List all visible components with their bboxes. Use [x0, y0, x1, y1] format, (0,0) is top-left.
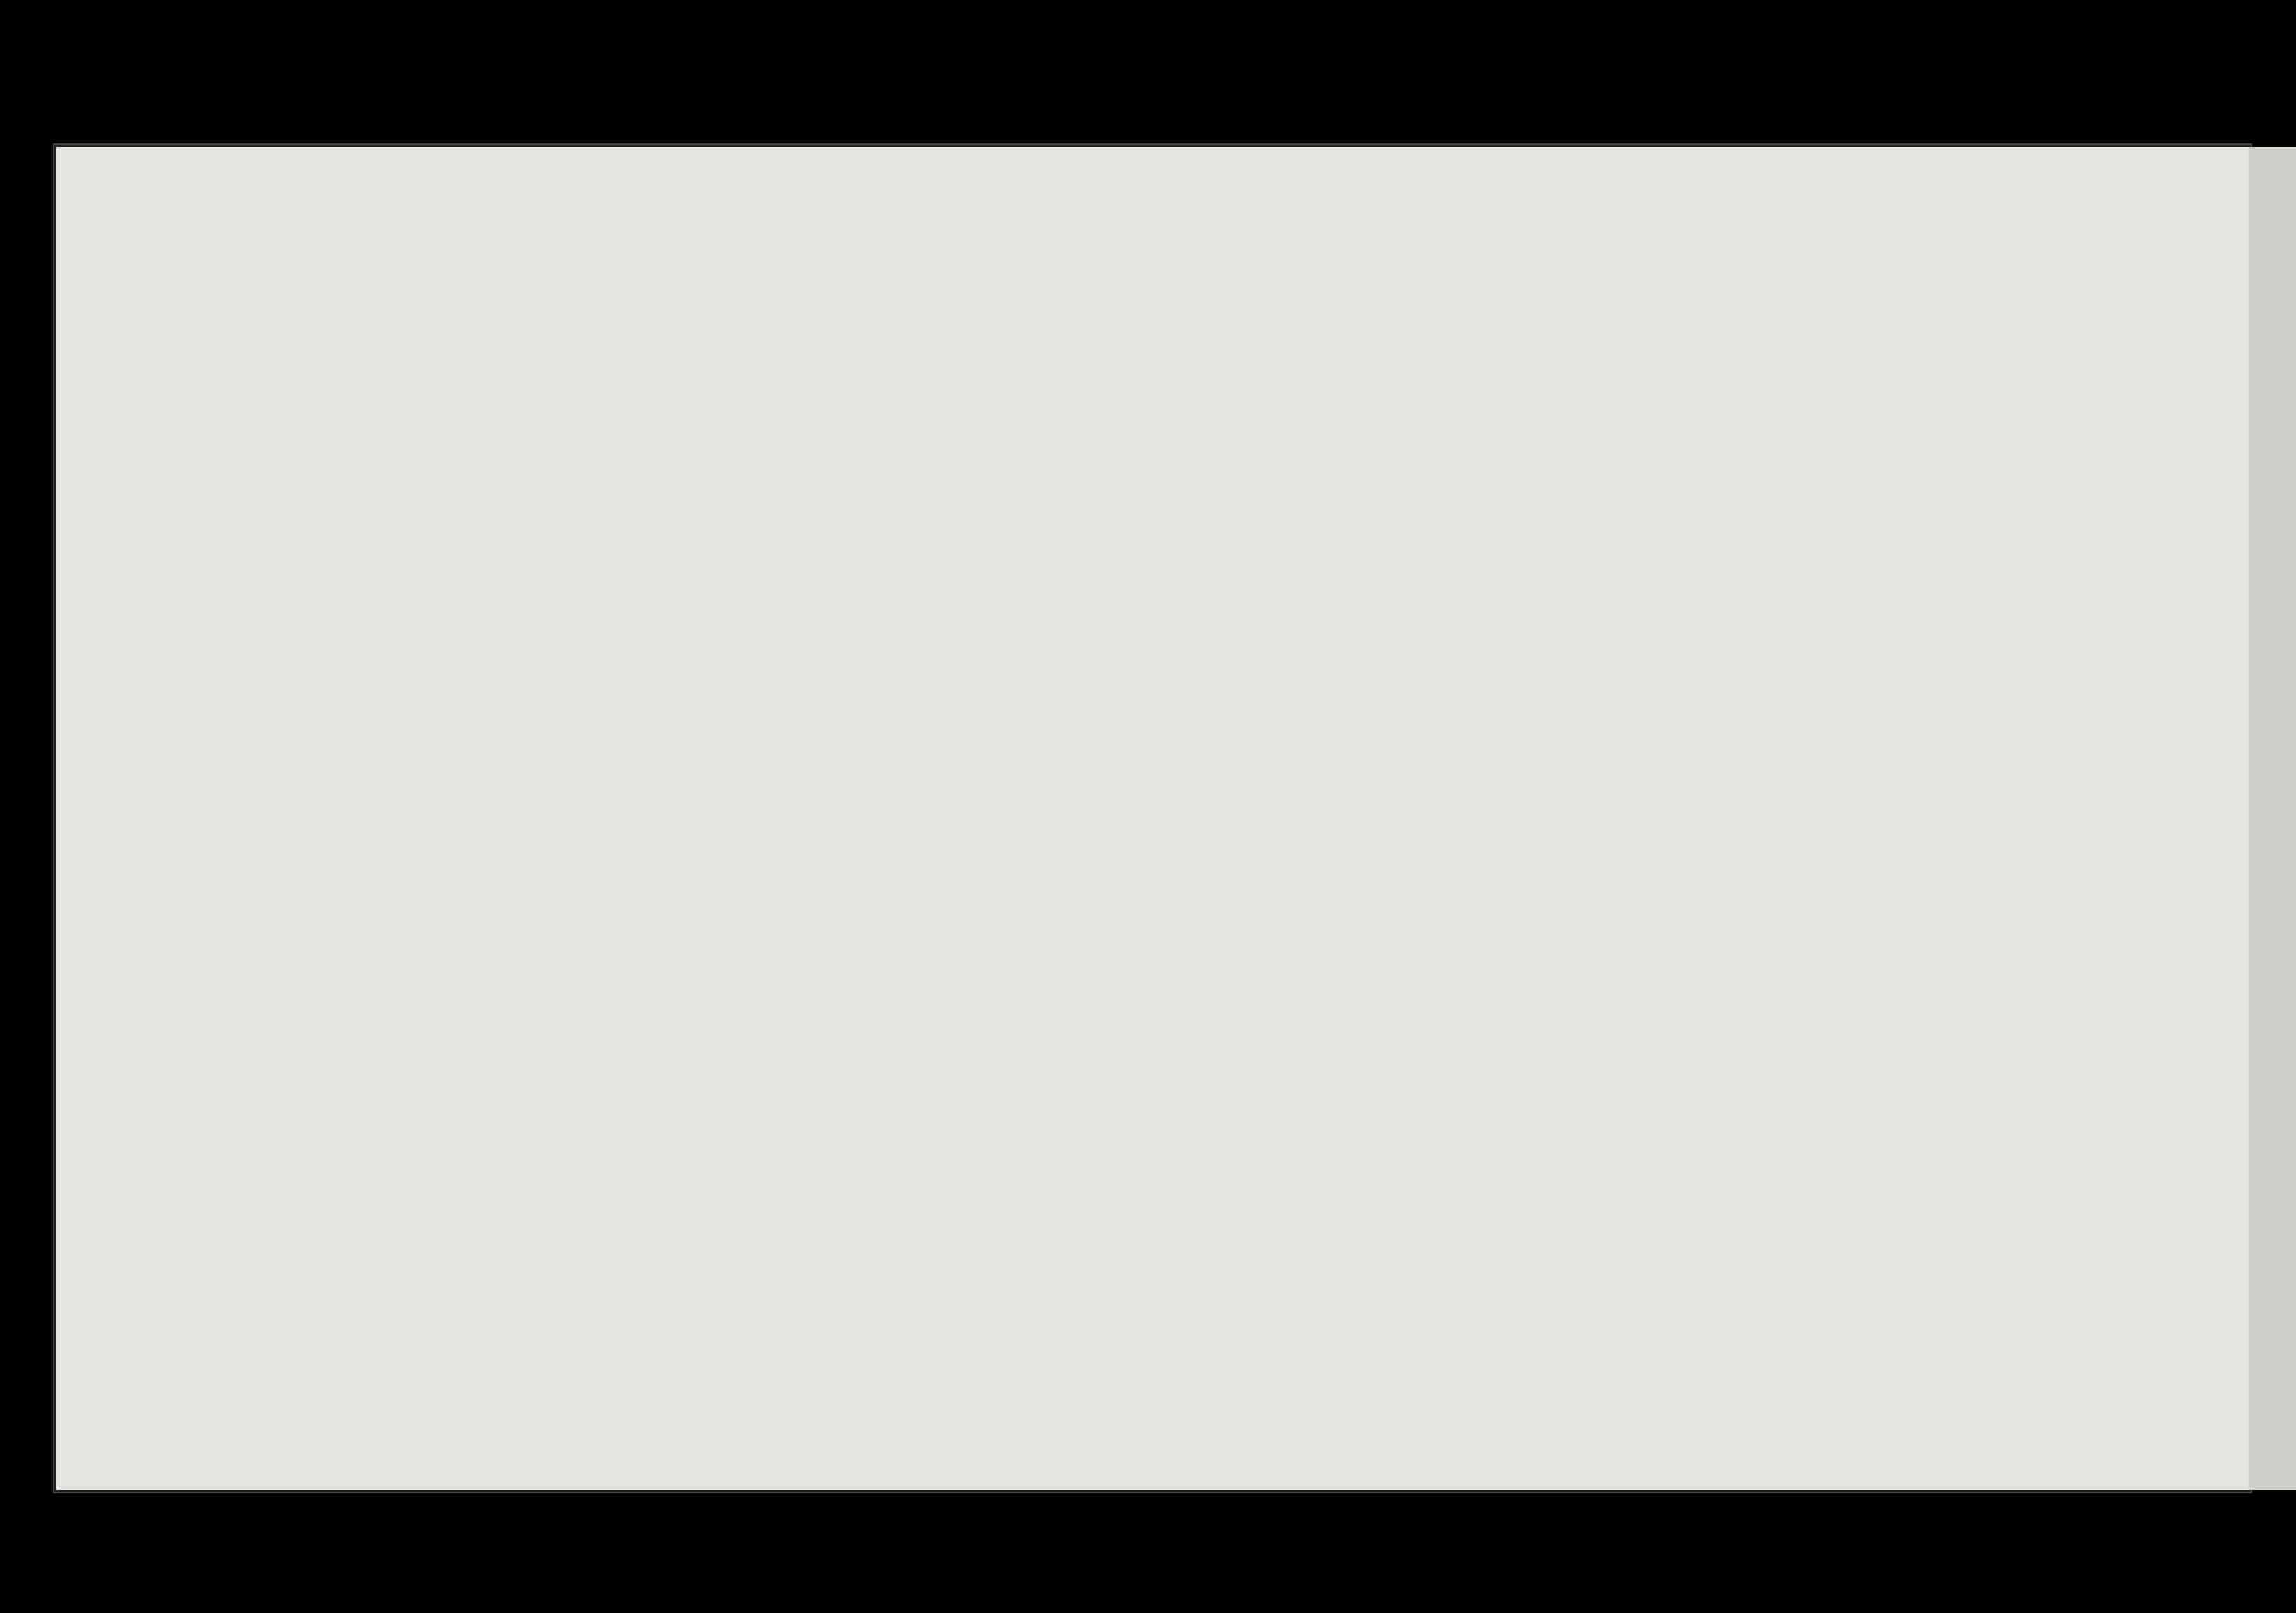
top-table: [56, 185, 2249, 512]
sheet-edge: [2249, 147, 2296, 1490]
arenda-table: [56, 999, 2249, 1490]
census-sheet: [54, 145, 2251, 1492]
middle-section: [56, 512, 2249, 999]
